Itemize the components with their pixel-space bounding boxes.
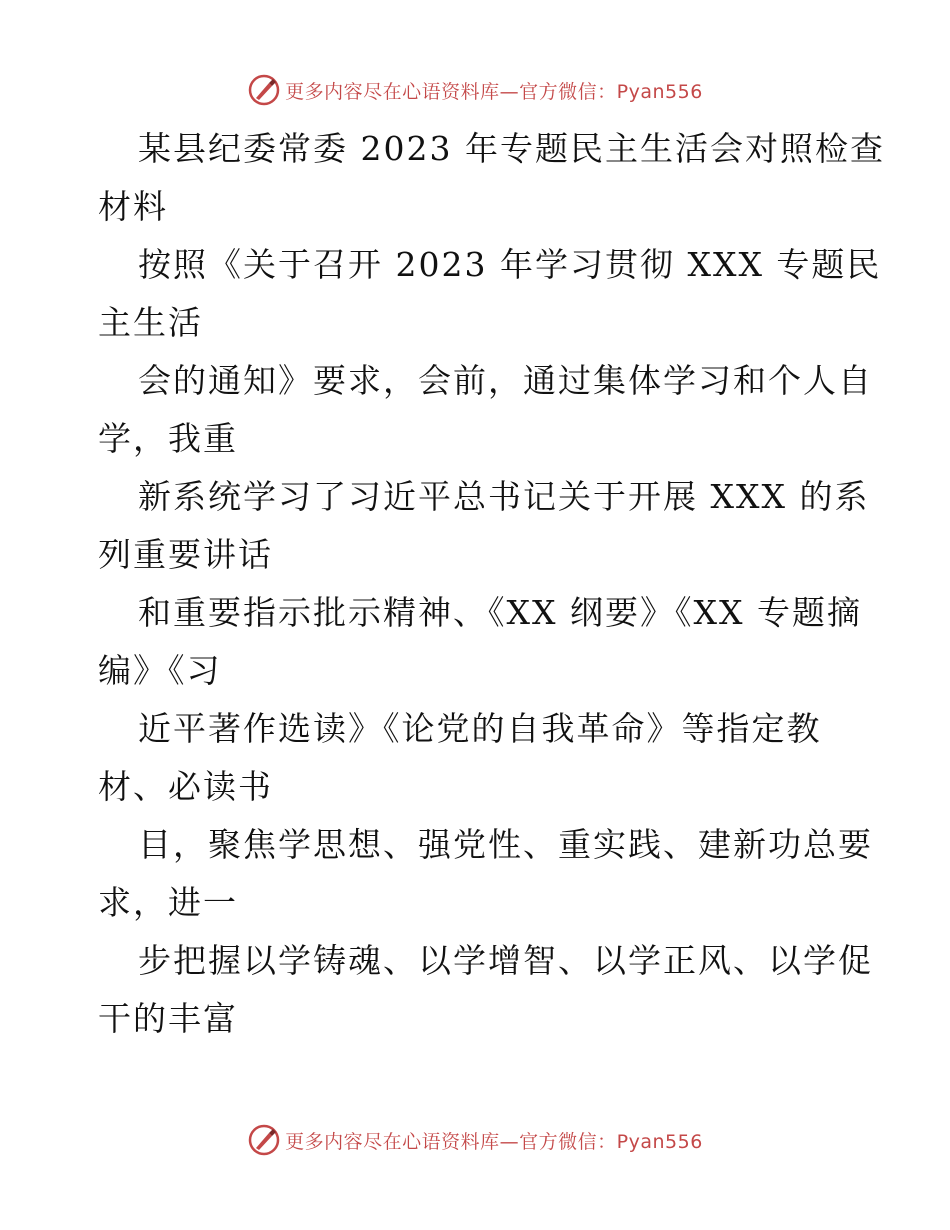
paragraph-line: 求，进一 (98, 883, 238, 922)
title-line-2: 材料 (98, 187, 168, 226)
pen-logo-icon (247, 1123, 281, 1157)
footer-watermark (0, 1120, 950, 1160)
paragraph-line: 和重要指示批示精神、《XX 纲要》《XX 专题摘 (138, 593, 862, 632)
paragraph-line: 近平著作选读》《论党的自我革命》等指定教 (138, 709, 822, 748)
paragraph-line: 列重要讲话 (98, 535, 273, 574)
watermark-text: 更多内容尽在心语资料库—官方微信：Pyan556 (285, 1130, 703, 1153)
header-watermark (0, 70, 950, 110)
paragraph-line: 干的丰富 (98, 999, 238, 1038)
paragraph-line: 编》《习 (98, 651, 222, 690)
title-line-1: 某县纪委常委 2023 年专题民主生活会对照检查 (138, 129, 885, 168)
paragraph-line: 按照《关于召开 2023 年学习贯彻 XXX 专题民 (138, 245, 882, 284)
paragraph-line: 步把握以学铸魂、以学增智、以学正风、以学促 (138, 941, 873, 980)
paragraph-line: 材、必读书 (98, 767, 273, 806)
paragraph-line: 新系统学习了习近平总书记关于开展 XXX 的系 (138, 477, 870, 516)
paragraph-line: 会的通知》要求，会前，通过集体学习和个人自 (138, 361, 873, 400)
watermark-text: 更多内容尽在心语资料库—官方微信：Pyan556 (285, 80, 703, 103)
paragraph-line: 主生活 (98, 303, 203, 342)
document-body (98, 120, 885, 1048)
paragraph-line: 学，我重 (98, 419, 238, 458)
pen-logo-icon (247, 73, 281, 107)
paragraph-line: 目，聚焦学思想、强党性、重实践、建新功总要 (138, 825, 873, 864)
